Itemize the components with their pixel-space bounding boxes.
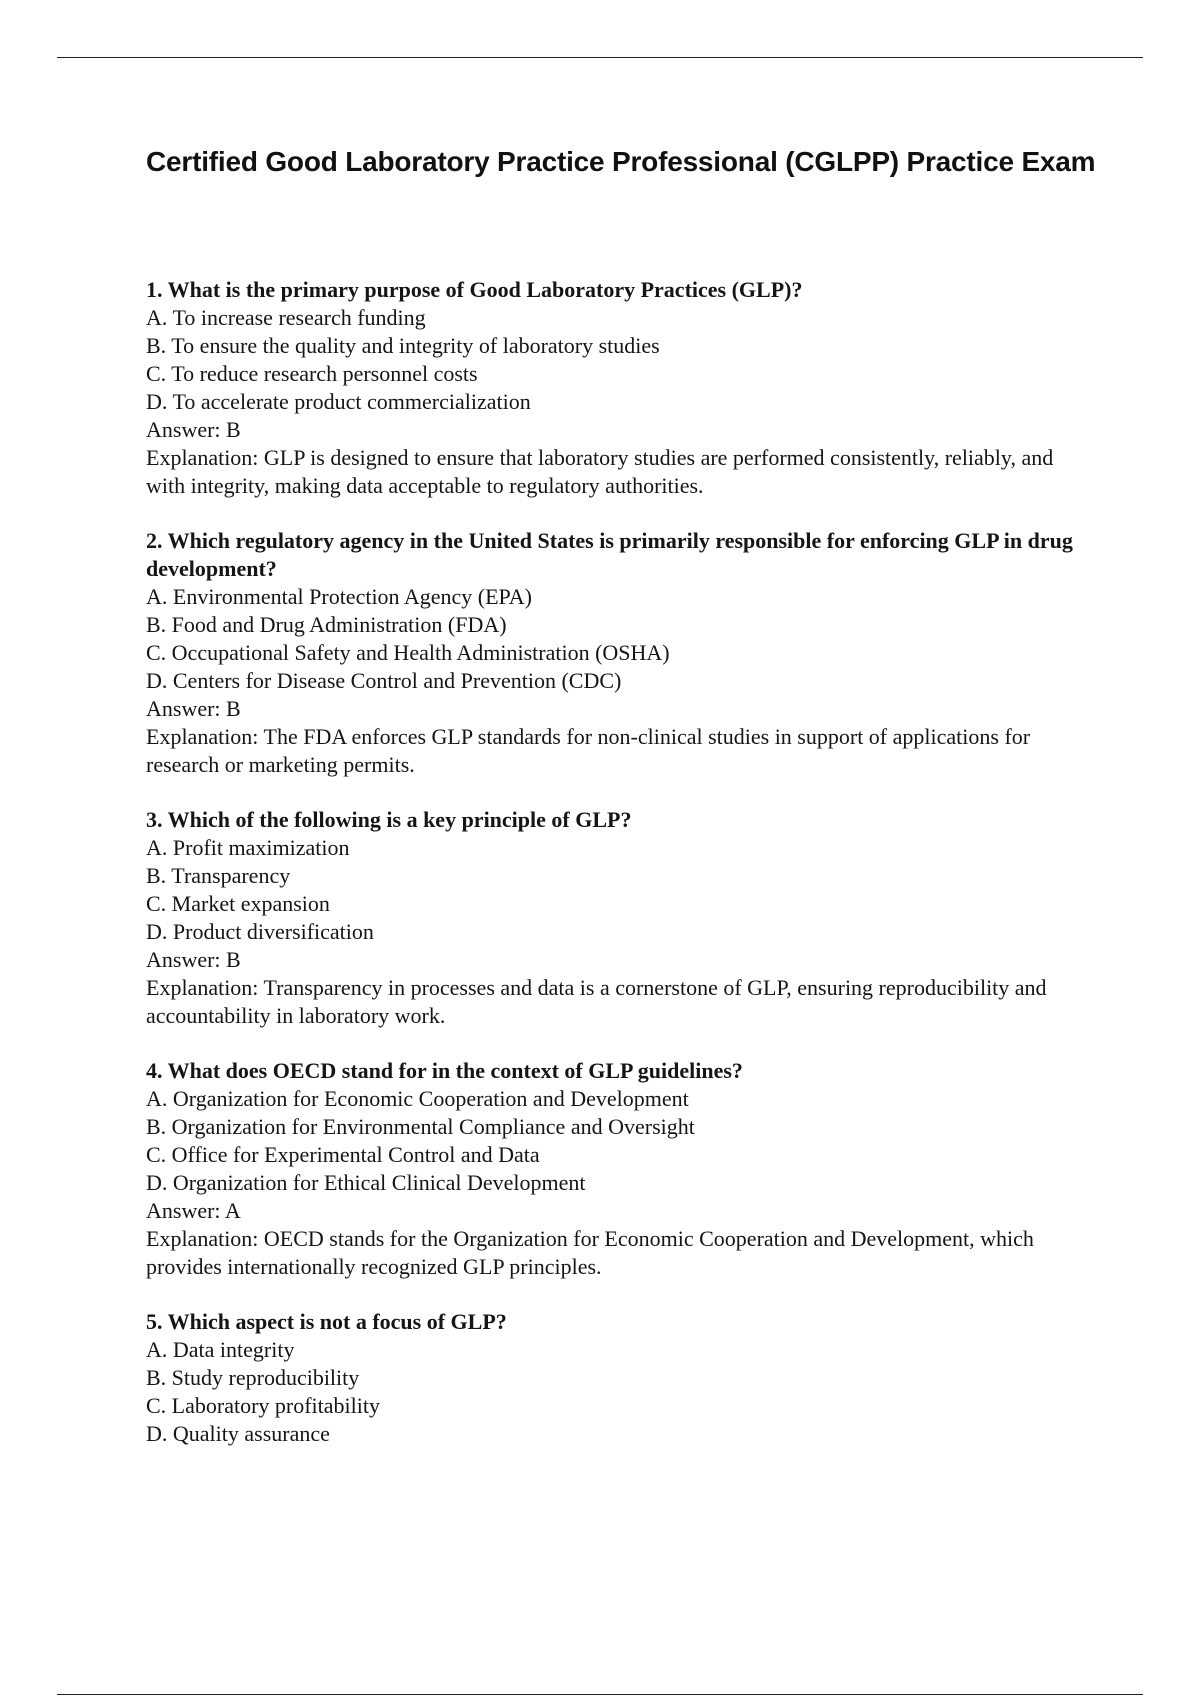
option-b: B. Food and Drug Administration (FDA) xyxy=(146,612,507,637)
question-list xyxy=(146,276,1086,1475)
option-c: C. Occupational Safety and Health Administration (OSHA) xyxy=(146,640,670,665)
answer: Answer: B xyxy=(146,696,241,721)
option-a: A. Organization for Economic Cooperation and Development xyxy=(146,1086,689,1111)
question-text: 4. What does OECD stand for in the context of GLP guidelines? xyxy=(146,1058,743,1083)
option-a: A. Profit maximization xyxy=(146,835,350,860)
option-a: A. To increase research funding xyxy=(146,305,426,330)
question-3 xyxy=(146,806,1086,1030)
option-a: A. Data integrity xyxy=(146,1337,295,1362)
answer: Answer: B xyxy=(146,417,241,442)
question-text: 2. Which regulatory agency in the United States is primarily responsible for enforcing GLP in drug development? xyxy=(146,528,1073,581)
question-text: 3. Which of the following is a key principle of GLP? xyxy=(146,807,632,832)
question-text: 5. Which aspect is not a focus of GLP? xyxy=(146,1309,507,1334)
question-text: 1. What is the primary purpose of Good Laboratory Practices (GLP)? xyxy=(146,277,803,302)
page-title: Certified Good Laboratory Practice Professional (CGLPP) Practice Exam xyxy=(146,146,1096,177)
option-c: C. Office for Experimental Control and Data xyxy=(146,1142,540,1167)
explanation: Explanation: OECD stands for the Organization for Economic Cooperation and Development, which provides internationally recognized GLP principles. xyxy=(146,1226,1034,1279)
question-5 xyxy=(146,1308,1086,1448)
option-b: B. Study reproducibility xyxy=(146,1365,360,1390)
option-c: C. Laboratory profitability xyxy=(146,1393,380,1418)
option-c: C. To reduce research personnel costs xyxy=(146,361,478,386)
option-d: D. To accelerate product commercialization xyxy=(146,389,531,414)
option-d: D. Organization for Ethical Clinical Development xyxy=(146,1170,586,1195)
option-b: B. Transparency xyxy=(146,863,291,888)
answer: Answer: B xyxy=(146,947,241,972)
answer: Answer: A xyxy=(146,1198,241,1223)
question-1 xyxy=(146,276,1086,500)
top-rule xyxy=(57,57,1143,58)
explanation: Explanation: The FDA enforces GLP standards for non-clinical studies in support of applications for research or marketing permits. xyxy=(146,724,1031,777)
question-2 xyxy=(146,527,1086,779)
explanation: Explanation: Transparency in processes and data is a cornerstone of GLP, ensuring reproducibility and accountability in laboratory work. xyxy=(146,975,1047,1028)
option-b: B. Organization for Environmental Compliance and Oversight xyxy=(146,1114,695,1139)
option-c: C. Market expansion xyxy=(146,891,330,916)
option-d: D. Product diversification xyxy=(146,919,374,944)
question-4 xyxy=(146,1057,1086,1281)
bottom-rule xyxy=(57,1694,1143,1695)
option-d: D. Centers for Disease Control and Prevention (CDC) xyxy=(146,668,622,693)
option-b: B. To ensure the quality and integrity of laboratory studies xyxy=(146,333,660,358)
explanation: Explanation: GLP is designed to ensure that laboratory studies are performed consistently, reliably, and with integrity, making data acceptable to regulatory authorities. xyxy=(146,445,1054,498)
option-a: A. Environmental Protection Agency (EPA) xyxy=(146,584,532,609)
option-d: D. Quality assurance xyxy=(146,1421,330,1446)
